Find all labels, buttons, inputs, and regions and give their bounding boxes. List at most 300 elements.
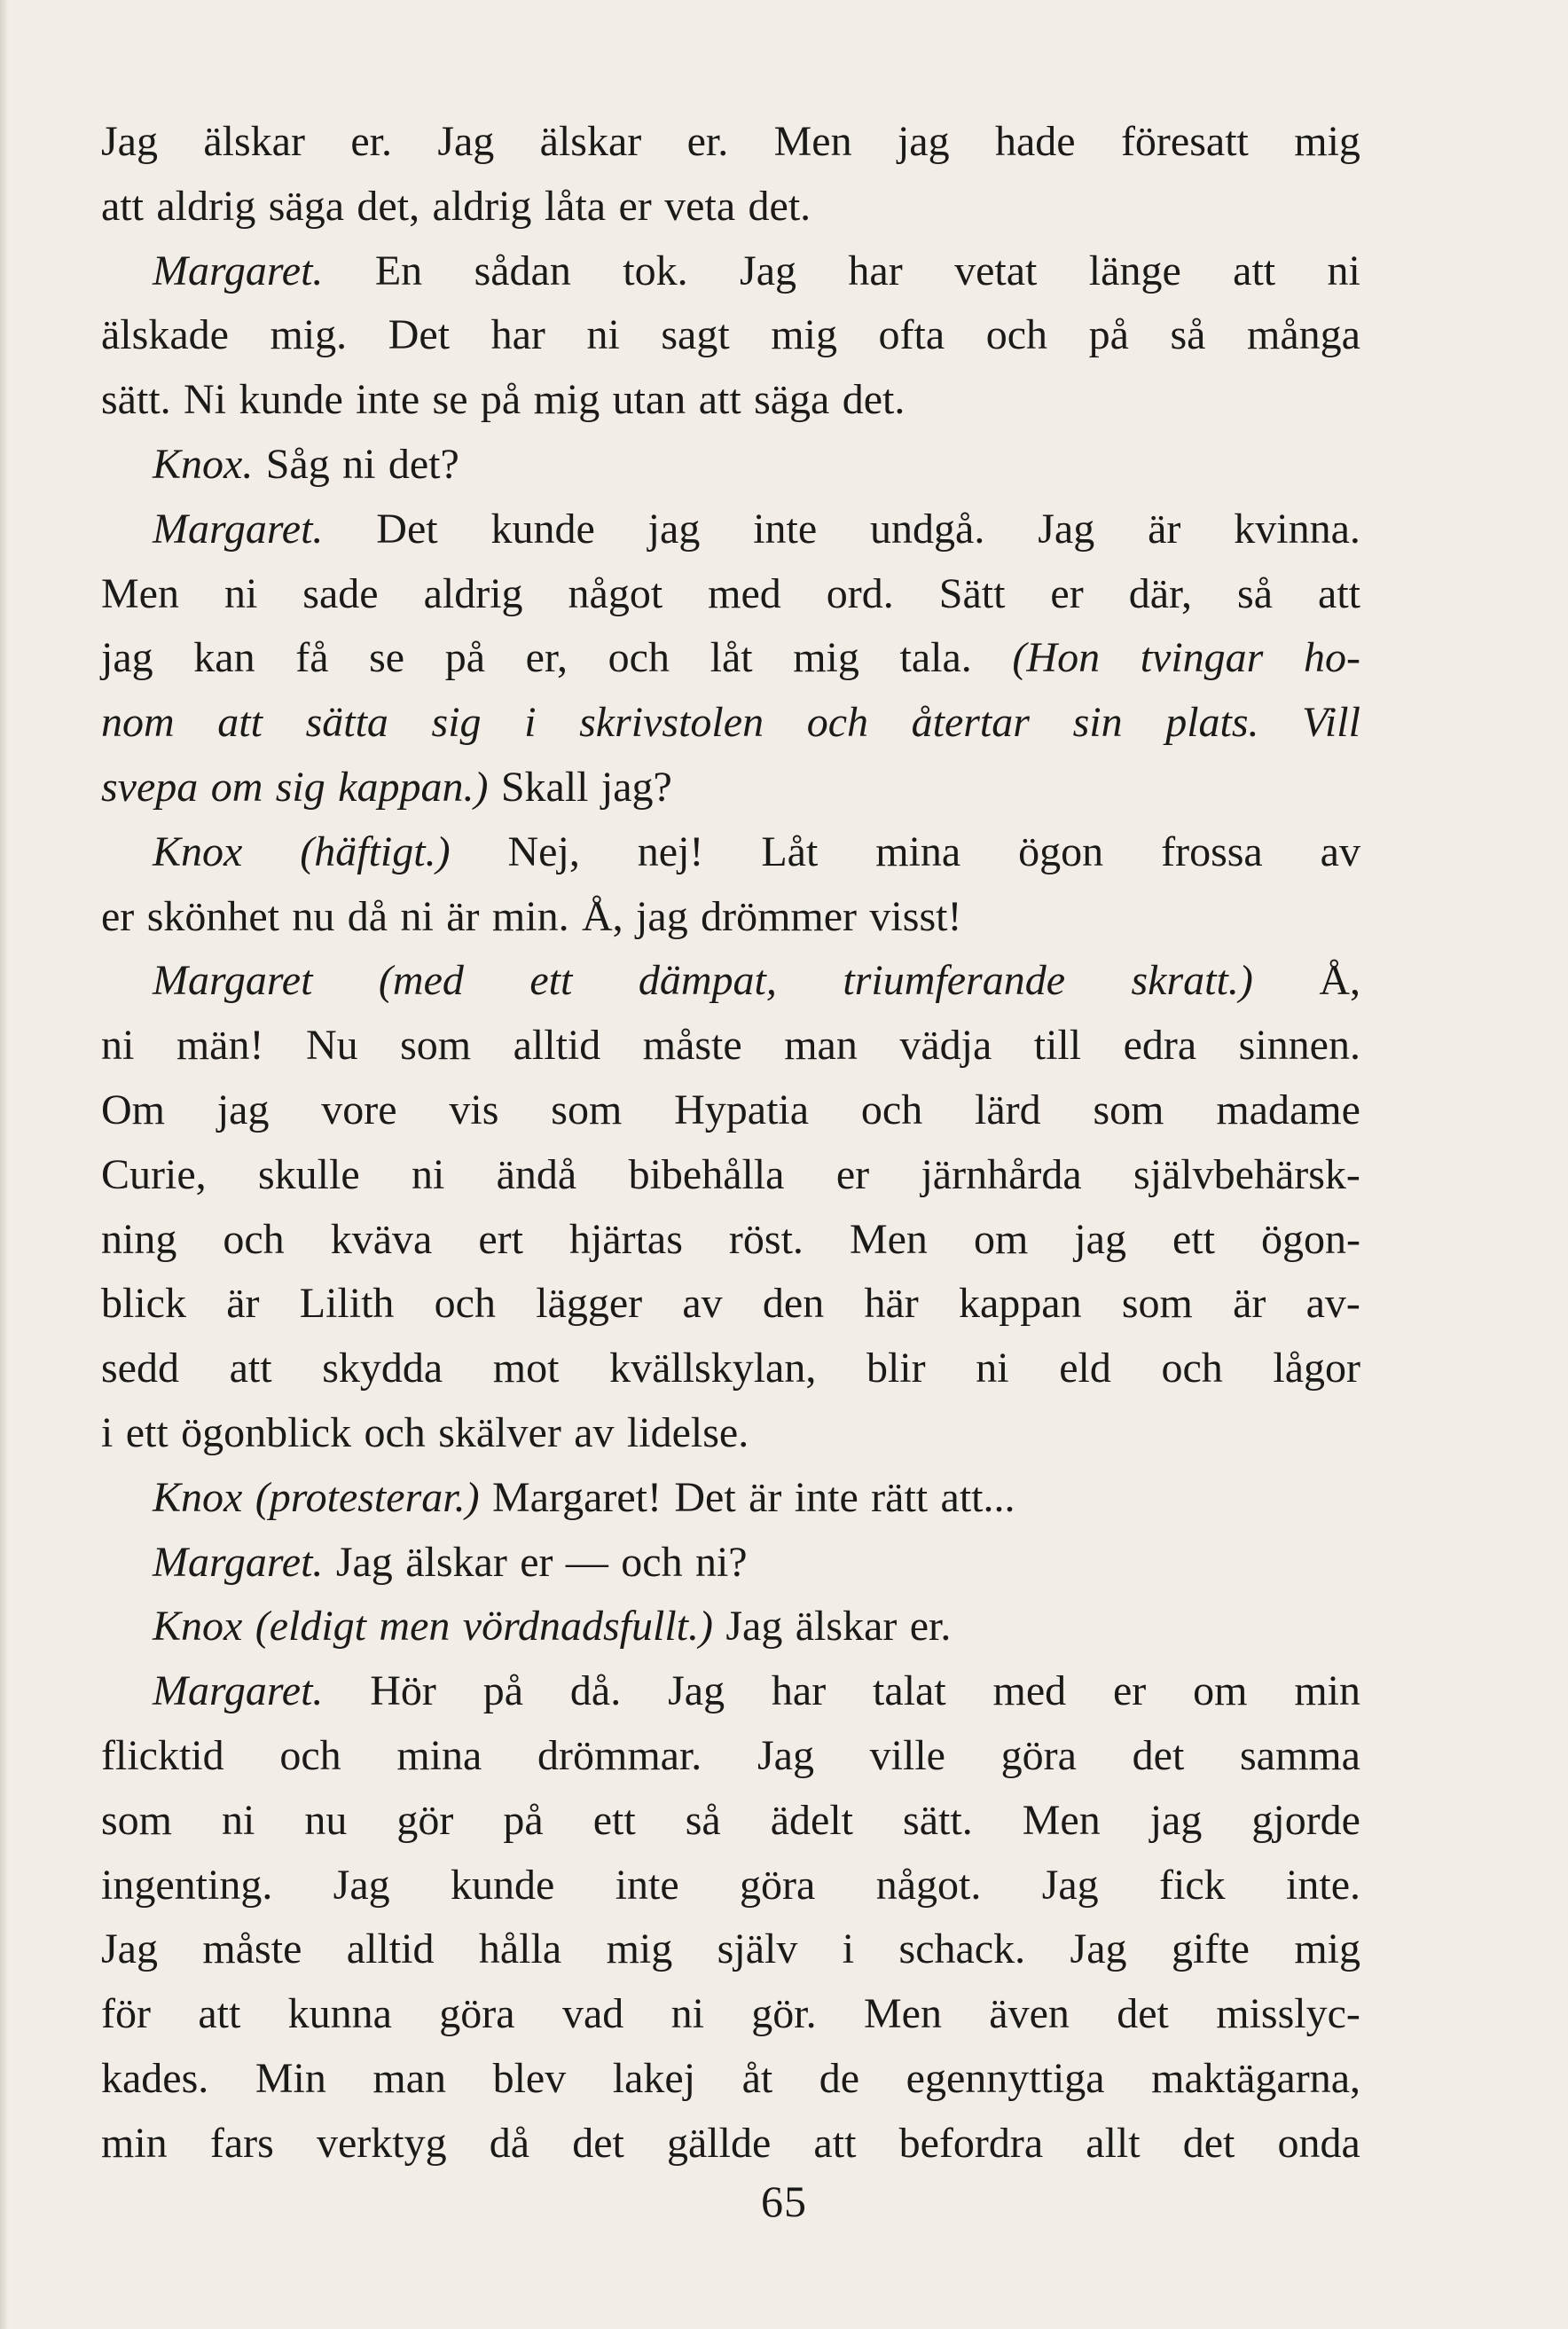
text-word: här [864, 1280, 919, 1328]
text-word: edra [1123, 1022, 1197, 1070]
text-word: er [1113, 1667, 1147, 1715]
stage-direction-word: Margaret. [153, 1667, 324, 1715]
text-word: Margaret! [491, 1473, 662, 1521]
text-word: då. [569, 1667, 622, 1715]
text-word: mig [793, 634, 859, 682]
text-word: och [1161, 1345, 1223, 1392]
text-word: av- [1305, 1280, 1360, 1328]
page-number: 65 [761, 2176, 807, 2226]
text-word: inte [615, 1861, 679, 1909]
stage-direction-word: Margaret. [153, 505, 324, 553]
text-word: lägger [536, 1280, 643, 1328]
text-word: Det [674, 1473, 736, 1521]
text-word: inte [794, 1473, 858, 1521]
text-word: på [482, 1667, 524, 1715]
text-word: i [101, 1408, 114, 1456]
text-line [101, 1272, 1360, 1337]
text-word: blick [101, 1280, 186, 1328]
text-word: med [992, 1667, 1067, 1715]
text-line [101, 498, 1360, 562]
text-word: det [1182, 2119, 1235, 2167]
text-word: och [223, 1215, 285, 1263]
stage-direction-word: Knox. [153, 440, 254, 488]
text-word: och [434, 1280, 496, 1328]
text-word: kades. [101, 2054, 209, 2102]
text-word: något. [875, 1861, 982, 1909]
stage-direction-word: skratt.) [1131, 957, 1253, 1005]
text-word: Sätt [938, 569, 1006, 617]
text-word: frossa [1161, 827, 1263, 875]
text-word: även [989, 1990, 1070, 2038]
text-word: jag [647, 505, 701, 553]
stage-direction-word: men [379, 1603, 451, 1651]
text-line [101, 1531, 1360, 1596]
text-word: er [835, 1150, 870, 1198]
text-line [101, 885, 1360, 950]
text-word: om [1193, 1667, 1248, 1715]
text-line [101, 1789, 1360, 1854]
text-word: Om [101, 1086, 165, 1133]
text-word: jag [897, 118, 950, 165]
text-word: röst. [728, 1215, 804, 1263]
text-word: mig [606, 1925, 673, 1973]
text-word: att [198, 1990, 241, 2038]
text-word: Men [849, 1215, 928, 1263]
text-word: Jag [101, 1925, 158, 1973]
text-word: det, [357, 182, 420, 230]
text-word: gällde [666, 2119, 772, 2167]
text-word: lärd [975, 1086, 1041, 1133]
text-word: fars [209, 2119, 274, 2167]
text-word: samma [1239, 1731, 1360, 1779]
text-word: järnhårda [921, 1150, 1082, 1198]
stage-direction-word: (protesterar.) [255, 1473, 480, 1521]
text-word: då [489, 2119, 530, 2167]
text-word: det [572, 2119, 624, 2167]
text-line [101, 2112, 1360, 2176]
body-text [101, 110, 1360, 2176]
text-word: er. [909, 1603, 952, 1651]
text-line [101, 1854, 1360, 1918]
text-word: sådan [474, 247, 571, 294]
page-gutter-shadow [0, 0, 9, 2329]
text-line [101, 1078, 1360, 1143]
text-word: Låt [761, 827, 819, 875]
stage-direction-word: Knox [153, 1473, 243, 1521]
text-word: säga [754, 376, 830, 424]
text-word: låta [544, 182, 607, 230]
text-word: älskar [539, 118, 642, 165]
stage-direction-word: sätta [305, 699, 388, 747]
text-word: inte [356, 376, 420, 424]
text-word: de [819, 2054, 860, 2102]
text-word: Men [101, 569, 179, 617]
text-word: Å, [581, 892, 623, 940]
text-word: ni [223, 569, 258, 617]
text-word: och [860, 1086, 923, 1133]
stage-direction-word: svepa [101, 763, 199, 811]
text-word: måste [642, 1022, 742, 1070]
text-word: man [784, 1022, 858, 1070]
text-word: så [685, 1796, 721, 1844]
stage-direction-word: triumferande [843, 957, 1065, 1005]
text-word: visst! [869, 892, 962, 940]
text-word: ingenting. [101, 1861, 273, 1909]
text-word: alltid [346, 1925, 435, 1973]
text-word: gjorde [1251, 1796, 1360, 1844]
text-word: vore [321, 1086, 397, 1133]
text-word: i [842, 1925, 855, 1973]
text-line [101, 691, 1360, 756]
text-word: kan [193, 634, 255, 682]
text-word: göra [439, 1990, 515, 2038]
text-word: på [503, 1796, 544, 1844]
text-word: gör [396, 1796, 454, 1844]
text-word: mig [1294, 118, 1360, 165]
stage-direction-word: sin [1072, 699, 1123, 747]
text-word: då [347, 892, 388, 940]
text-word: och [364, 1408, 426, 1456]
text-word: er [618, 182, 652, 230]
text-word: inte. [1286, 1861, 1360, 1909]
text-word: ögonblick [181, 1408, 352, 1456]
text-word: kunde [239, 376, 343, 424]
text-word: älskar [203, 118, 305, 165]
text-word: er [1050, 569, 1084, 617]
text-word: Nej, [507, 827, 580, 875]
text-word: Jag [437, 118, 495, 165]
text-word: att [698, 376, 741, 424]
stage-direction-word: om [210, 763, 263, 811]
text-word: utan [612, 376, 686, 424]
text-word: har [771, 1667, 827, 1715]
text-word: till [1033, 1022, 1082, 1070]
text-word: tok. [623, 247, 688, 294]
text-word: vädja [899, 1022, 992, 1070]
text-word: älskade [101, 311, 229, 359]
text-word: ord. [826, 569, 894, 617]
stage-direction-word: i [524, 699, 537, 747]
text-word: Ni [184, 376, 227, 424]
text-word: ni [342, 440, 376, 488]
text-line [101, 110, 1360, 175]
text-word: madame [1216, 1086, 1360, 1133]
text-word: — [565, 1538, 608, 1586]
stage-direction-word: (eldigt [255, 1603, 367, 1651]
text-word: Jag [1070, 1925, 1127, 1973]
text-word: har [848, 247, 903, 294]
stage-direction-word: sig [275, 763, 325, 811]
text-word: ett [592, 1796, 636, 1844]
text-word: jag [636, 892, 688, 940]
text-word: mig [533, 376, 600, 424]
text-word: att... [940, 1473, 1015, 1521]
text-word: lidelse. [626, 1408, 749, 1456]
text-word: er [520, 1538, 553, 1586]
text-word: flicktid [101, 1731, 224, 1779]
text-line [101, 949, 1360, 1014]
text-word: aldrig [432, 182, 532, 230]
text-line [101, 1014, 1360, 1078]
text-word: som [1121, 1280, 1193, 1328]
text-word: är [226, 1280, 260, 1328]
text-word: schack. [898, 1925, 1026, 1973]
text-word: ögon [1018, 827, 1104, 875]
text-word: Jag [757, 1731, 814, 1779]
text-word: den [762, 1280, 825, 1328]
text-word: misslyc- [1216, 1990, 1360, 2038]
text-line [101, 1595, 1360, 1659]
stage-direction-word: Margaret. [153, 247, 324, 294]
text-word: som [101, 1796, 173, 1844]
text-word: ni [400, 892, 434, 940]
text-word: Hypatia [674, 1086, 810, 1133]
text-word: sätt. [101, 376, 171, 424]
text-word: ni [101, 1022, 135, 1070]
text-word: skydda [322, 1345, 443, 1392]
text-word: hålla [478, 1925, 562, 1973]
text-word: ädelt [770, 1796, 854, 1844]
text-word: nu [304, 1796, 348, 1844]
text-word: ni? [694, 1538, 748, 1586]
text-word: mina [396, 1731, 482, 1779]
text-word: det. [748, 182, 811, 230]
text-word: jag? [600, 763, 672, 811]
stage-direction-word: Vill [1302, 699, 1360, 747]
text-word: jag [101, 634, 153, 682]
text-word: ofta [878, 311, 945, 359]
text-word: skulle [257, 1150, 360, 1198]
text-word: på [444, 634, 486, 682]
stage-direction-word: vördnadsfullt.) [462, 1603, 713, 1651]
text-word: se [369, 634, 405, 682]
text-word: kappan [959, 1280, 1082, 1328]
text-word: länge [1088, 247, 1181, 294]
stage-direction-word: och [806, 699, 868, 747]
text-word: egennyttiga [906, 2054, 1105, 2102]
text-line [101, 1208, 1360, 1273]
text-word: ni [411, 1150, 445, 1198]
stage-direction-word: ho- [1303, 634, 1360, 682]
stage-direction-word: Knox [153, 827, 243, 875]
text-word: Jag [668, 1667, 725, 1715]
text-line [101, 239, 1360, 304]
stage-direction-word: (häftigt.) [300, 827, 451, 875]
text-word: ni [976, 1345, 1009, 1392]
text-line [101, 433, 1360, 498]
text-word: kvinna. [1234, 505, 1360, 553]
text-word: med [708, 569, 781, 617]
text-word: av [574, 1408, 615, 1456]
text-word: har [490, 311, 545, 359]
text-word: att [229, 1345, 272, 1392]
text-word: Lilith [299, 1280, 395, 1328]
text-word: av [1320, 827, 1360, 875]
text-word: sedd [101, 1345, 179, 1392]
text-word: älskar [795, 1603, 898, 1651]
text-word: Nu [305, 1022, 358, 1070]
text-line [101, 756, 1360, 820]
text-word: skälver [438, 1408, 561, 1456]
text-word: göra [1000, 1731, 1077, 1779]
text-word: som [400, 1022, 472, 1070]
text-word: är [1233, 1280, 1266, 1328]
text-word: nu [292, 892, 335, 940]
text-word: maktägarna, [1151, 2054, 1360, 2102]
text-line [101, 820, 1360, 885]
text-word: som [1093, 1086, 1164, 1133]
text-line [101, 368, 1360, 433]
text-word: kvällskylan, [609, 1345, 817, 1392]
text-word: och [621, 1538, 683, 1586]
text-word: jag [216, 1086, 270, 1133]
text-word: Men [863, 1990, 942, 2038]
text-word: vis [449, 1086, 499, 1133]
text-word: befordra [898, 2119, 1044, 2167]
text-line [101, 626, 1360, 691]
text-word: Jag [725, 1603, 783, 1651]
stage-direction-word: kappan.) [338, 763, 489, 811]
text-word: Såg [265, 440, 330, 488]
text-word: mig [771, 311, 837, 359]
text-word: ändå [496, 1150, 577, 1198]
text-word: kunde [490, 505, 595, 553]
text-word: sagt [661, 311, 730, 359]
text-word: aldrig [423, 569, 523, 617]
text-word: onda [1277, 2119, 1360, 2167]
text-word: det? [388, 440, 459, 488]
text-word: är [1148, 505, 1181, 553]
text-word: ögon- [1260, 1215, 1360, 1263]
text-word: se [432, 376, 468, 424]
text-word: veta [664, 182, 736, 230]
text-word: kunde [451, 1861, 555, 1909]
stage-direction-word: plats. [1165, 699, 1259, 747]
text-word: självbehärsk- [1133, 1150, 1360, 1198]
text-word: ni [1327, 247, 1360, 294]
text-word: Men [1022, 1796, 1101, 1844]
stage-direction-word: att [217, 699, 263, 747]
text-word: Det [388, 311, 451, 359]
text-word: ville [869, 1731, 945, 1779]
text-word: många [1246, 311, 1360, 359]
text-word: drömmer [701, 892, 858, 940]
text-word: allt [1086, 2119, 1141, 2167]
text-word: ett [125, 1408, 169, 1456]
text-line [101, 1724, 1360, 1789]
stage-direction-word: sig [431, 699, 482, 747]
text-word: sinnen. [1238, 1022, 1360, 1070]
text-word: Jag [1038, 505, 1095, 553]
stage-direction-word: återtar [911, 699, 1030, 747]
text-word: jag [1149, 1796, 1203, 1844]
text-word: det [1117, 1990, 1169, 2038]
text-word: mig. [270, 311, 348, 359]
text-word: det. [842, 376, 906, 424]
text-word: gifte [1171, 1925, 1250, 1973]
text-word: hade [994, 118, 1076, 165]
text-word: blir [866, 1345, 926, 1392]
text-word: Men [773, 118, 852, 165]
text-word: Min [255, 2054, 326, 2102]
text-word: rätt [871, 1473, 929, 1521]
text-word: min [101, 2119, 168, 2167]
text-line [101, 175, 1360, 239]
text-word: något [568, 569, 663, 617]
text-word: att [101, 182, 144, 230]
text-word: blev [492, 2054, 567, 2102]
stage-direction-word: nom [101, 699, 175, 747]
text-word: tala. [899, 634, 972, 682]
text-word: att [1233, 247, 1276, 294]
text-word: åt [741, 2054, 773, 2102]
text-word: så [1237, 569, 1274, 617]
text-word: mina [875, 827, 961, 875]
text-word: göra [740, 1861, 816, 1909]
text-word: att [813, 2119, 857, 2167]
text-word: och [279, 1731, 341, 1779]
text-word: min. [491, 892, 569, 940]
text-word: min [1294, 1667, 1360, 1715]
stage-direction-word: (Hon [1012, 634, 1101, 682]
text-word: jag [1074, 1215, 1126, 1263]
text-word: låt [710, 634, 753, 682]
text-line [101, 1401, 1360, 1466]
text-word: ert [478, 1215, 523, 1263]
text-line [101, 1917, 1360, 1982]
text-word: er. [686, 118, 729, 165]
stage-direction-word: tvingar [1140, 634, 1264, 682]
text-word: det [1132, 1731, 1185, 1779]
text-word: mot [492, 1345, 560, 1392]
text-word: skönhet [146, 892, 280, 940]
text-word: Å, [1319, 957, 1360, 1005]
text-word: Jag [333, 1861, 390, 1909]
text-word: drömmar. [537, 1731, 702, 1779]
text-line [101, 1143, 1360, 1208]
text-word: ett [1172, 1215, 1215, 1263]
text-word: som [551, 1086, 623, 1133]
text-word: där, [1128, 569, 1193, 617]
text-word: är [749, 1473, 782, 1521]
text-word: måste [202, 1925, 302, 1973]
text-word: gör. [751, 1990, 817, 2038]
text-word: ni [586, 311, 620, 359]
text-word: Jag [335, 1538, 393, 1586]
text-word: Curie, [101, 1150, 207, 1198]
text-line [101, 562, 1360, 627]
text-word: så [1170, 311, 1206, 359]
text-word: vad [561, 1990, 624, 2038]
text-word: hjärtas [568, 1215, 683, 1263]
text-word: lakej [612, 2054, 696, 2102]
text-word: Skall [500, 763, 589, 811]
text-word: ni [222, 1796, 255, 1844]
text-word: Hör [370, 1667, 436, 1715]
text-line [101, 1466, 1360, 1531]
text-word: undgå. [870, 505, 985, 553]
stage-direction-word: dämpat, [638, 957, 777, 1005]
text-word: nej! [637, 827, 704, 875]
text-line [101, 1337, 1360, 1401]
text-word: få [295, 634, 329, 682]
text-word: Det [376, 505, 438, 553]
text-word: Jag [101, 118, 158, 165]
text-word: ni [670, 1990, 704, 2038]
text-word: bibehålla [628, 1150, 785, 1198]
text-word: kväva [330, 1215, 433, 1263]
text-word: kunna [287, 1990, 392, 2038]
